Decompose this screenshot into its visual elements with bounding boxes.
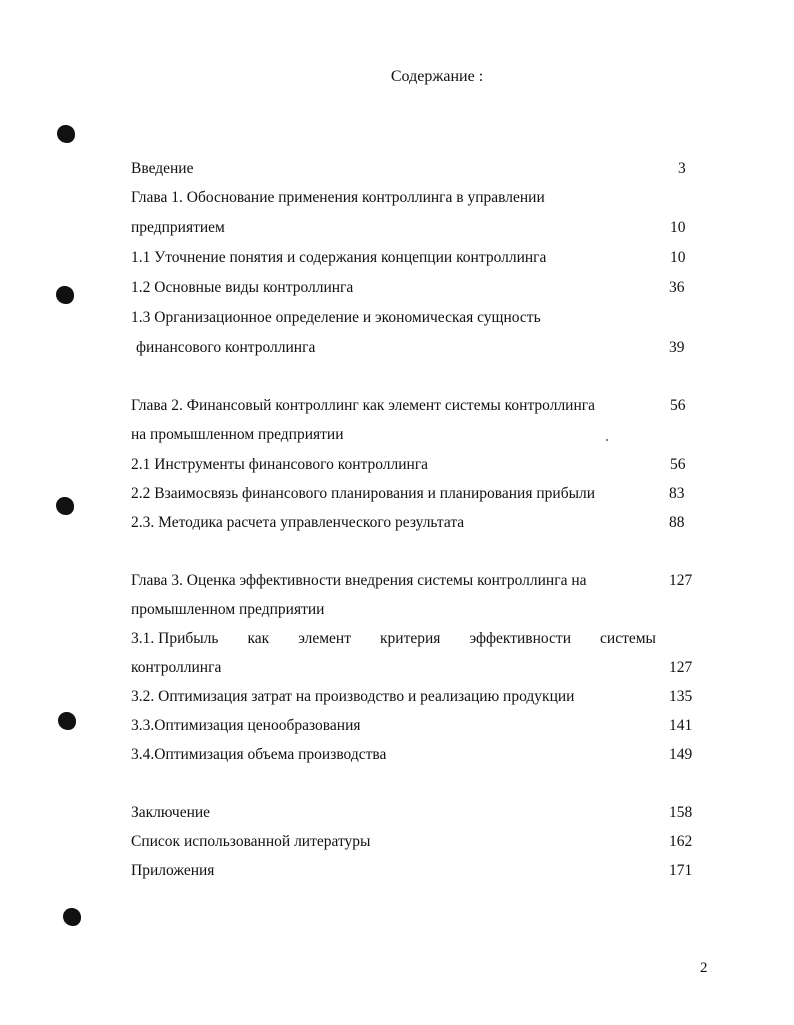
toc-entry-3-4: 3.4.Оптимизация объема производства xyxy=(131,746,387,763)
toc-entry-2-1: 2.1 Инструменты финансового контроллинга xyxy=(131,456,429,473)
toc-entry-3-1-word: как xyxy=(247,630,270,647)
toc-entry-3-2: 3.2. Оптимизация затрат на производство и реализацию продукции xyxy=(131,688,575,705)
toc-entry-3-1-word: эффективности xyxy=(469,630,571,647)
toc-page-2-3: 88 xyxy=(669,514,685,531)
toc-entry-chapter-3-cont: промышленном предприятии xyxy=(131,601,325,618)
toc-entry-3-1-word: системы xyxy=(600,630,656,647)
toc-entry-3-1 xyxy=(131,629,656,649)
toc-page-2-1: 56 xyxy=(670,456,686,473)
binder-hole-mark xyxy=(56,497,74,515)
toc-page-chapter-3: 127 xyxy=(669,572,693,589)
page-title: Содержание : xyxy=(390,68,484,85)
toc-page-1-3: 39 xyxy=(669,339,685,356)
toc-entry-1-3: 1.3 Организационное определение и экономическая сущность xyxy=(131,309,541,326)
toc-entry-3-1-word: 3.1. Прибыль xyxy=(131,630,219,647)
toc-entry-chapter-3: Глава 3. Оценка эффективности внедрения системы контроллинга на xyxy=(131,572,587,589)
toc-entry-chapter-1: Глава 1. Обоснование применения контроллинга в управлении xyxy=(131,189,545,206)
toc-entry-chapter-2-cont: на промышленном предприятии xyxy=(131,426,344,443)
toc-entry-chapter-2: Глава 2. Финансовый контроллинг как элемент системы контроллинга xyxy=(131,397,596,414)
toc-page-3-3: 141 xyxy=(669,717,693,734)
binder-hole-mark xyxy=(58,712,76,730)
toc-entry-references: Список использованной литературы xyxy=(131,833,371,850)
toc-entry-2-3: 2.3. Методика расчета управленческого результата xyxy=(131,514,465,531)
toc-entry-2-2: 2.2 Взаимосвязь финансового планирования и планирования прибыли xyxy=(131,485,596,502)
toc-page-3-2: 135 xyxy=(669,688,693,705)
toc-page-chapter-1: 10 xyxy=(670,219,686,236)
binder-hole-mark xyxy=(57,125,75,143)
toc-page-2-2: 83 xyxy=(669,485,685,502)
toc-entry-1-3-cont: финансового контроллинга xyxy=(136,339,316,356)
toc-page-conclusion: 158 xyxy=(669,804,693,821)
toc-page-1-1: 10 xyxy=(670,249,686,266)
toc-entry-1-1: 1.1 Уточнение понятия и содержания концепции контроллинга xyxy=(131,249,547,266)
toc-entry-3-1-word: элемент xyxy=(298,630,351,647)
scan-speck xyxy=(606,439,608,441)
toc-entry-appendices: Приложения xyxy=(131,862,215,879)
toc-page-references: 162 xyxy=(669,833,693,850)
binder-hole-mark xyxy=(56,286,74,304)
toc-entry-intro: Введение xyxy=(131,160,194,177)
toc-page-1-2: 36 xyxy=(669,279,685,296)
toc-entry-3-1-word: критерия xyxy=(380,630,441,647)
toc-page-chapter-2: 56 xyxy=(670,397,686,414)
page-number: 2 xyxy=(700,960,708,976)
toc-entry-1-2: 1.2 Основные виды контроллинга xyxy=(131,279,354,296)
toc-entry-conclusion: Заключение xyxy=(131,804,211,821)
toc-entry-chapter-1-cont: предприятием xyxy=(131,219,225,236)
toc-entry-3-1-cont: контроллинга xyxy=(131,659,222,676)
toc-page-3-1: 127 xyxy=(669,659,693,676)
toc-page-3-4: 149 xyxy=(669,746,693,763)
toc-entry-3-3: 3.3.Оптимизация ценообразования xyxy=(131,717,361,734)
binder-hole-mark xyxy=(63,908,81,926)
toc-page-intro: 3 xyxy=(678,160,686,177)
toc-page-appendices: 171 xyxy=(669,862,693,879)
